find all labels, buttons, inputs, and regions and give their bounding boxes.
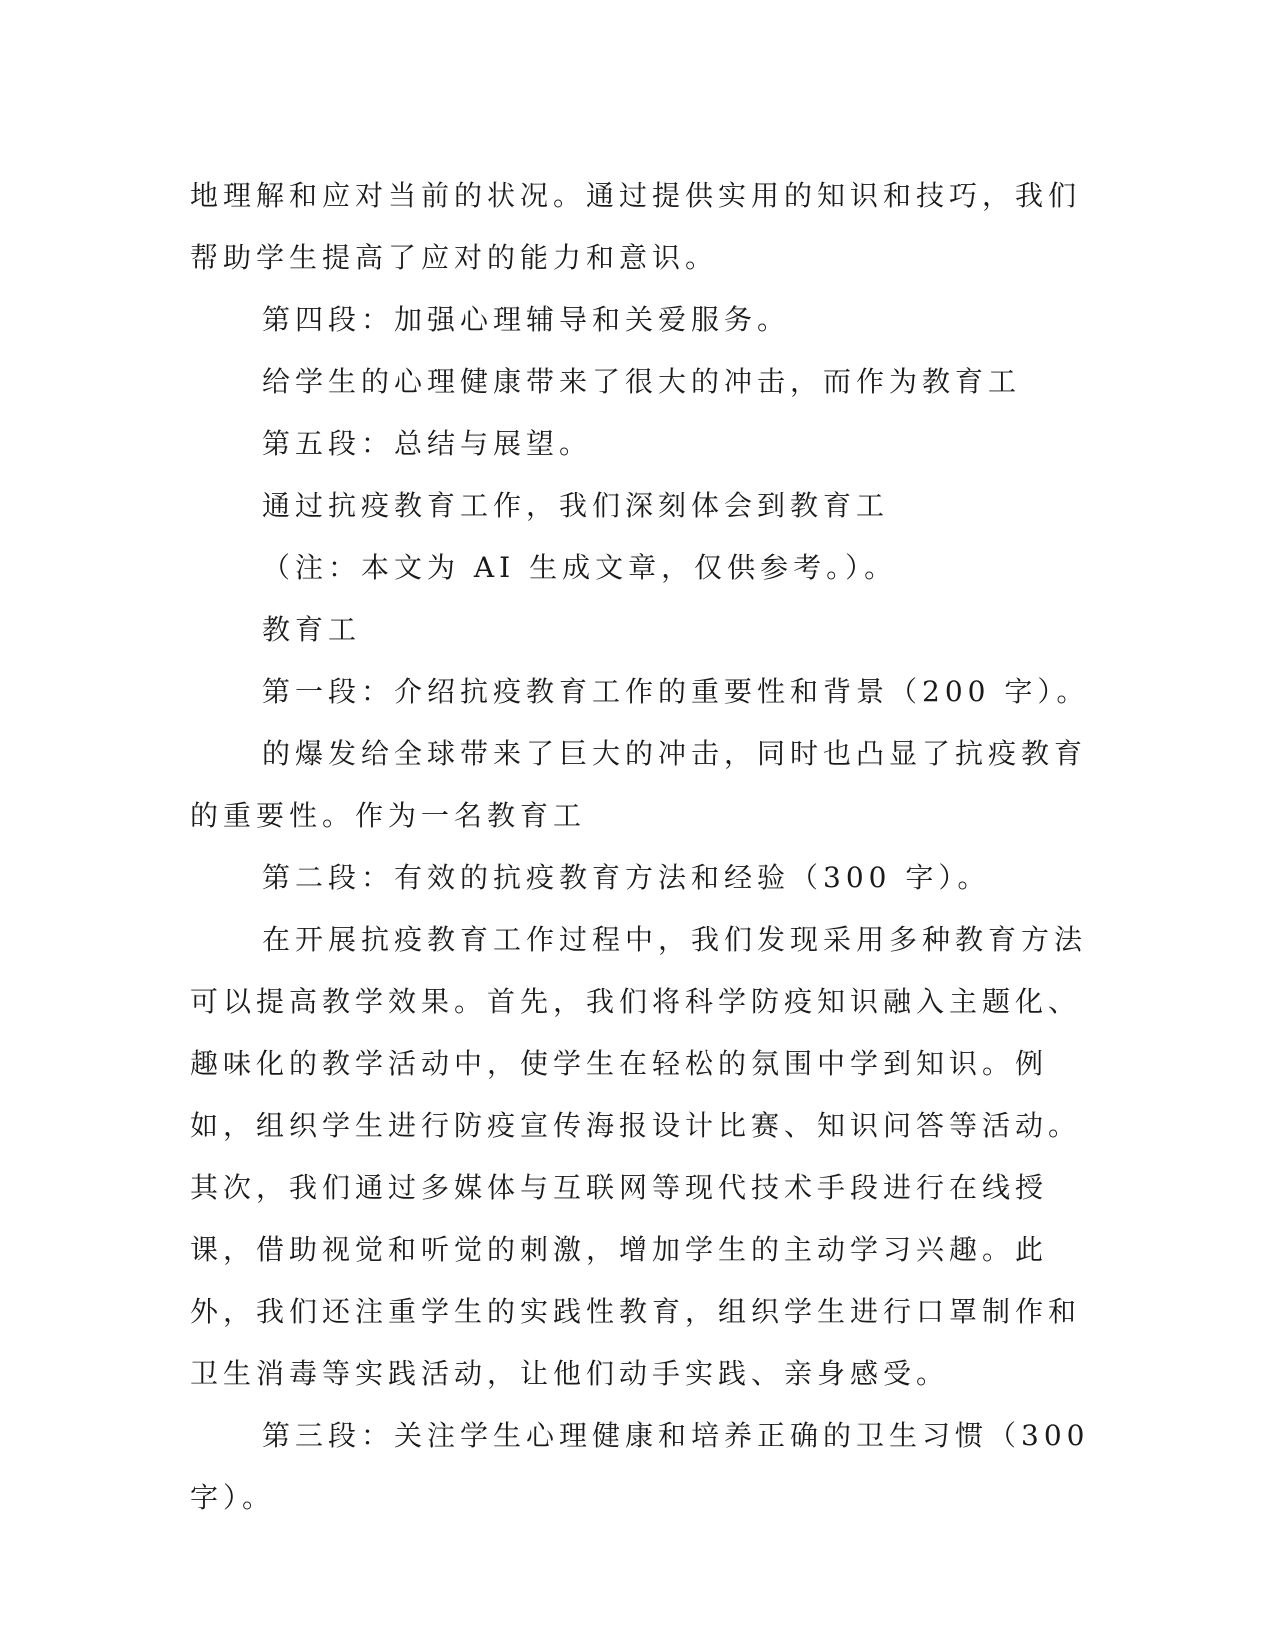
- paragraph-text: 教育工: [262, 613, 362, 646]
- section-heading-2: 第二段：有效的抗疫教育方法和经验（300 字）。: [262, 861, 991, 894]
- document-body: [190, 165, 1090, 1529]
- section-heading-3: 第三段：关注学生心理健康和培养正确的卫生习惯（300 字）。: [190, 1419, 1090, 1514]
- section-heading-5: 第五段：总结与展望。: [262, 427, 593, 460]
- section-heading-1: 第一段：介绍抗疫教育工作的重要性和背景（200 字）。: [262, 675, 1090, 708]
- section-heading-4: 第四段：加强心理辅导和关爱服务。: [262, 303, 791, 336]
- note-text: （注：本文为 AI 生成文章，仅供参考。）。: [262, 551, 898, 584]
- paragraph-continuation: 地理解和应对当前的状况。通过提供实用的知识和技巧，我们帮助学生提高了应对的能力和意识。: [190, 179, 1082, 274]
- paragraph-text: 通过抗疫教育工作，我们深刻体会到教育工: [262, 489, 890, 522]
- paragraph-text: 在开展抗疫教育工作过程中，我们发现采用多种教育方法可以提高教学效果。首先，我们将科学防疫知识融入主题化、趣味化的教学活动中，使学生在轻松的氛围中学到知识。例如，组织学生进行防疫宣传海报设计比赛、知识问答等活动。其次，我们通过多媒体与互联网等现代技术手段进行在线授课，借助视觉和听觉的刺激，增加学生的主动学习兴趣。此外，我们还注重学生的实践性教育，组织学生进行口罩制作和卫生消毒等实践活动，让他们动手实践、亲身感受。: [190, 923, 1088, 1390]
- paragraph-text: 的爆发给全球带来了巨大的冲击，同时也凸显了抗疫教育的重要性。作为一名教育工: [190, 737, 1088, 832]
- paragraph-text: 给学生的心理健康带来了很大的冲击，而作为教育工: [262, 365, 1022, 398]
